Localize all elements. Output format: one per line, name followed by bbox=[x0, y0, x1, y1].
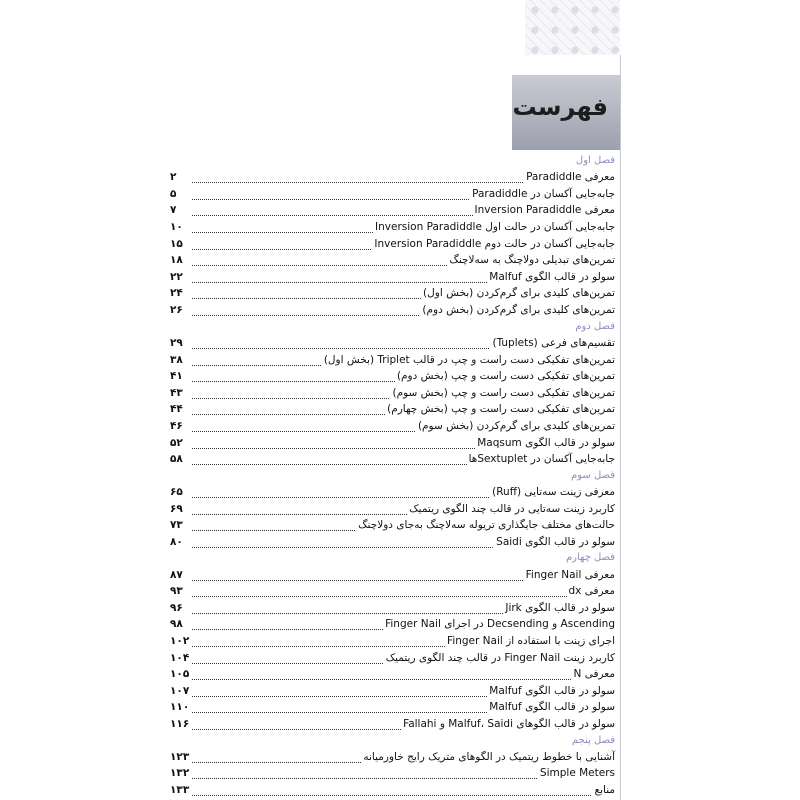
page-number: ۲۶ bbox=[170, 304, 183, 317]
toc-entry bbox=[170, 568, 615, 585]
page-number: ۱۰۵ bbox=[170, 668, 190, 681]
entry-title: جابه‌جایی آکسان در Paradiddle bbox=[472, 187, 615, 200]
toc-entry bbox=[170, 353, 615, 370]
page-number: ۲۹ bbox=[170, 336, 183, 349]
entry-title: جابه‌جایی آکسان در حالت اول Inversion Paradiddle bbox=[375, 221, 615, 234]
page-number: ۹۶ bbox=[170, 601, 183, 614]
entry-title: معرفی dx bbox=[568, 585, 615, 598]
page-number: ۸۷ bbox=[170, 568, 183, 581]
chapter-heading bbox=[170, 154, 615, 170]
entry-title: تمرین‌های تبدیلی دولاچنگ به سه‌لاچنگ bbox=[449, 254, 615, 267]
entry-title: Ascending و Decsending در اجرای Finger Nail bbox=[385, 618, 615, 631]
page-number: ۱۸ bbox=[170, 254, 183, 267]
entry-title: تمرین‌های کلیدی برای گرم‌کردن (بخش دوم) bbox=[422, 304, 615, 317]
page-number: ۶۹ bbox=[170, 502, 183, 515]
entry-title: معرفی زینت سه‌تایی (Ruff) bbox=[492, 485, 615, 498]
page-number: ۱۲۳ bbox=[170, 750, 190, 763]
toc-entry bbox=[170, 336, 615, 353]
page-number: ۶۵ bbox=[170, 485, 183, 498]
vertical-rule bbox=[620, 55, 621, 800]
entry-title: تمرین‌های تفکیکی دست راست و چپ در قالب Triplet (بخش اول) bbox=[323, 353, 615, 366]
page-number: ۹۳ bbox=[170, 585, 183, 598]
page-number: ۴۴ bbox=[170, 403, 183, 416]
table-of-contents bbox=[170, 154, 615, 800]
entry-title: جابه‌جایی آکسان در Sextupletها bbox=[468, 453, 615, 466]
toc-entry bbox=[170, 419, 615, 436]
page-number: ۴۱ bbox=[170, 370, 183, 383]
entry-title: سولو در قالب الگوی Malfuf bbox=[489, 684, 615, 697]
entry-title: تمرین‌های تفکیکی دست راست و چپ (بخش دوم) bbox=[396, 370, 615, 383]
page-number: ۹۸ bbox=[170, 618, 183, 631]
toc-entry bbox=[170, 386, 615, 403]
entry-title: تمرین‌های کلیدی برای گرم‌کردن (بخش اول) bbox=[423, 287, 615, 300]
toc-entry bbox=[170, 170, 615, 187]
entry-title: اجرای زینت با استفاده از Finger Nail bbox=[447, 635, 615, 648]
entry-title: تمرین‌های کلیدی برای گرم‌کردن (بخش سوم) bbox=[417, 419, 615, 432]
page-number: ۱۰۴ bbox=[170, 651, 190, 664]
entry-title: حالت‌های مختلف جایگذاری تریوله سه‌لاچنگ به‌جای دولاچنگ bbox=[358, 519, 615, 532]
page-number: ۴۳ bbox=[170, 386, 183, 399]
dot-leader bbox=[192, 679, 611, 680]
page-number: ۷۳ bbox=[170, 519, 183, 532]
chapter-label: فصل اول bbox=[575, 155, 615, 166]
toc-entry bbox=[170, 270, 615, 287]
page-number: ۱۳۲ bbox=[170, 767, 190, 780]
page-number: ۱۰۷ bbox=[170, 684, 190, 697]
entry-title: سولو در قالب الگوی Jirk bbox=[505, 601, 615, 614]
toc-entry bbox=[170, 700, 615, 717]
toc-entry bbox=[170, 617, 615, 634]
chapter-heading bbox=[170, 469, 615, 485]
toc-entry bbox=[170, 750, 615, 767]
toc-entry bbox=[170, 518, 615, 535]
entry-title: سولو در قالب الگوی Maqsum bbox=[477, 436, 615, 449]
entry-title: سولو در قالب الگوی Saidi bbox=[496, 535, 615, 548]
entry-title: تمرین‌های تفکیکی دست راست و چپ (بخش سوم) bbox=[392, 386, 615, 399]
page-number: ۱۱۶ bbox=[170, 718, 190, 730]
toc-entry bbox=[170, 601, 615, 618]
chapter-heading bbox=[170, 551, 615, 567]
toc-entry bbox=[170, 717, 615, 734]
toc-entry bbox=[170, 253, 615, 270]
toc-entry bbox=[170, 684, 615, 701]
page-number: ۱۰۲ bbox=[170, 635, 190, 648]
chapter-label: فصل سوم bbox=[571, 469, 615, 481]
entry-title: سولو در قالب الگوی Malfuf bbox=[489, 270, 615, 283]
entry-title: جابه‌جایی آکسان در حالت دوم Inversion Paradiddle bbox=[374, 237, 615, 250]
page-number: ۱۵ bbox=[170, 237, 183, 250]
page-number: ۸۰ bbox=[170, 535, 183, 548]
page-number: ۱۳۳ bbox=[170, 784, 190, 797]
toc-entry bbox=[170, 783, 615, 800]
toc-entry bbox=[170, 584, 615, 601]
entry-title: معرفی Paradiddle bbox=[526, 171, 615, 184]
toc-entry bbox=[170, 634, 615, 651]
toc-entry bbox=[170, 237, 615, 254]
dot-leader bbox=[192, 795, 611, 796]
toc-entry bbox=[170, 220, 615, 237]
entry-title: Simple Meters bbox=[539, 767, 615, 780]
entry-title: سولو در قالب الگوی Malfuf bbox=[489, 701, 615, 714]
page-number: ۴۶ bbox=[170, 419, 183, 432]
toc-entry bbox=[170, 766, 615, 783]
toc-entry bbox=[170, 203, 615, 220]
page-number: ۵۲ bbox=[170, 436, 183, 449]
entry-title: معرفی Inversion Paradiddle bbox=[474, 204, 615, 217]
page-number: ۳۸ bbox=[170, 353, 183, 366]
page-number: ۵ bbox=[170, 187, 177, 200]
chapter-label: فصل پنجم bbox=[571, 734, 615, 746]
toc-entry bbox=[170, 369, 615, 386]
toc-entry bbox=[170, 452, 615, 469]
toc-entry bbox=[170, 667, 615, 684]
chapter-label: فصل چهارم bbox=[565, 552, 615, 564]
toc-entry bbox=[170, 485, 615, 502]
page-title: فهرست bbox=[512, 93, 608, 121]
page-number: ۱۱۰ bbox=[170, 701, 190, 714]
toc-entry bbox=[170, 286, 615, 303]
chapter-label: فصل دوم bbox=[575, 320, 615, 332]
chapter-heading bbox=[170, 320, 615, 336]
toc-entry bbox=[170, 303, 615, 320]
toc-entry bbox=[170, 436, 615, 453]
page-number: ۱۰ bbox=[170, 221, 183, 234]
entry-title: تمرین‌های تفکیکی دست راست و چپ (بخش چهارم) bbox=[387, 403, 615, 416]
entry-title: معرفی N bbox=[573, 668, 615, 681]
page-number: ۷ bbox=[170, 204, 177, 217]
entry-title: آشنایی با خطوط ریتمیک در الگوهای متریک رایج خاورمیانه bbox=[363, 750, 615, 763]
entry-title: کاربرد زینت سه‌تایی در قالب چند الگوی ریتمیک bbox=[409, 502, 615, 515]
page-number: ۲ bbox=[170, 171, 177, 184]
toc-entry bbox=[170, 535, 615, 552]
toc-entry bbox=[170, 651, 615, 668]
dot-leader bbox=[192, 596, 611, 597]
page-number: ۵۸ bbox=[170, 453, 183, 466]
entry-title: کاربرد زینت Finger Nail در قالب چند الگوی ریتمیک bbox=[385, 651, 615, 664]
page-number: ۲۴ bbox=[170, 287, 183, 300]
chapter-heading bbox=[170, 734, 615, 750]
entry-title: معرفی Finger Nail bbox=[525, 568, 615, 581]
page-number: ۲۲ bbox=[170, 270, 183, 283]
toc-entry bbox=[170, 502, 615, 519]
toc-entry bbox=[170, 187, 615, 204]
toc-entry bbox=[170, 402, 615, 419]
entry-title: منابع bbox=[594, 784, 615, 797]
entry-title: سولو در قالب الگوهای Malfuf، Saidi و Fallahi bbox=[403, 718, 615, 730]
decorative-pattern bbox=[525, 0, 620, 55]
entry-title: تقسیم‌های فرعی (Tuplets) bbox=[492, 336, 615, 349]
